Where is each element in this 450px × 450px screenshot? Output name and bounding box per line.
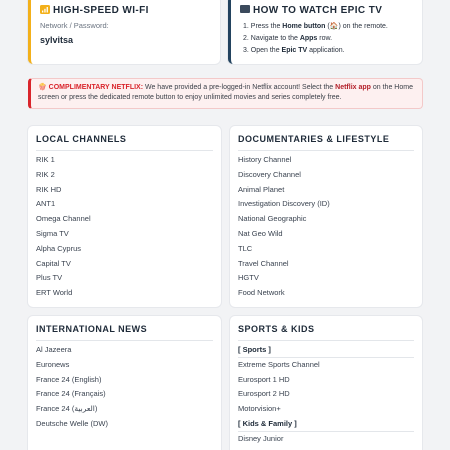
channel-item: ANT1 <box>36 199 56 209</box>
wifi-password: sylvitsa <box>40 35 74 45</box>
section-header: [ Sports ] <box>238 343 414 358</box>
divider <box>238 340 414 341</box>
wifi-title: HIGH-SPEED WI-FI <box>53 5 149 16</box>
watch-steps <box>243 21 388 57</box>
channel-item: Investigation Discovery (ID) <box>238 199 330 209</box>
sports-kids-list <box>238 343 414 447</box>
netflix-app-highlight: Netflix app <box>335 84 371 91</box>
local-channels-card <box>28 126 221 307</box>
channel-item: RIK 1 <box>36 155 55 164</box>
wifi-subtitle: Network / Password: <box>40 21 109 30</box>
wifi-card <box>28 0 220 64</box>
channel-item: History Channel <box>238 155 292 164</box>
channel-item: RIK HD <box>36 184 62 194</box>
international-news-card <box>28 316 221 450</box>
netflix-banner: 🍿 COMPLIMENTARY NETFLIX: We have provided a pre-logged-in Netflix account! Select the Netflix app on the Home screen or press the dedicated remote button to enjoy unlimited movies and series completely free. <box>28 78 423 109</box>
channel-item: RIK 2 <box>36 169 55 179</box>
channel-item: HGTV <box>238 273 259 283</box>
channel-item: France 24 (English) <box>36 374 102 384</box>
channel-item: France 24 (Français) <box>36 389 106 399</box>
local-channels-title: LOCAL CHANNELS <box>36 134 127 144</box>
wifi-signal-icon <box>40 5 50 14</box>
divider <box>36 150 213 151</box>
channel-item: ERT World <box>36 288 73 298</box>
documentaries-card <box>230 126 422 307</box>
channel-item: Capital TV <box>36 258 71 268</box>
tv-icon <box>240 5 250 13</box>
local-channels-list <box>36 153 213 301</box>
channel-item: Disney Junior <box>238 433 284 443</box>
channel-item: Discovery Channel <box>238 169 301 179</box>
sports-kids-title: SPORTS & KIDS <box>238 324 315 334</box>
channel-item: Eurosport 2 HD <box>238 389 290 399</box>
channel-item: Motorvision+ <box>238 404 281 414</box>
channel-item: Plus TV <box>36 273 63 283</box>
channel-item: Omega Channel <box>36 214 91 224</box>
watch-step: 3. Open the Epic TV application. <box>243 47 345 54</box>
sports-kids-card <box>230 316 422 450</box>
channel-item: Eurosport 1 HD <box>238 374 290 384</box>
international-news-list <box>36 343 213 432</box>
netflix-label: COMPLIMENTARY NETFLIX: <box>48 84 144 91</box>
international-news-title: INTERNATIONAL NEWS <box>36 324 148 334</box>
channel-item: National Geographic <box>238 214 307 224</box>
divider <box>238 150 414 151</box>
channel-item: Euronews <box>36 359 70 369</box>
watch-instructions-card <box>228 0 422 64</box>
popcorn-icon: 🍿 <box>38 84 47 91</box>
channel-item: TLC <box>238 243 253 253</box>
channel-item: Food Network <box>238 288 285 298</box>
channel-item: Deutsche Welle (DW) <box>36 418 108 428</box>
documentaries-list <box>238 153 414 301</box>
channel-item: Extreme Sports Channel <box>238 359 320 369</box>
channel-item: Nat Geo Wild <box>238 228 283 238</box>
section-header: [ Kids & Family ] <box>238 417 414 432</box>
channel-item: Alpha Cyprus <box>36 243 82 253</box>
channel-item: Sigma TV <box>36 228 69 238</box>
channel-item: Al Jazeera <box>36 345 72 354</box>
documentaries-title: DOCUMENTARIES & LIFESTYLE <box>238 134 390 144</box>
channel-item: Animal Planet <box>238 184 285 194</box>
watch-title: HOW TO WATCH EPIC TV <box>253 5 383 16</box>
channel-item: Travel Channel <box>238 258 289 268</box>
watch-step: 2. Navigate to the Apps row. <box>243 35 333 42</box>
watch-step: 1. Press the Home button (🏠) on the remote. <box>243 23 388 30</box>
channel-item: France 24 (العربية) <box>36 404 98 414</box>
divider <box>36 340 213 341</box>
